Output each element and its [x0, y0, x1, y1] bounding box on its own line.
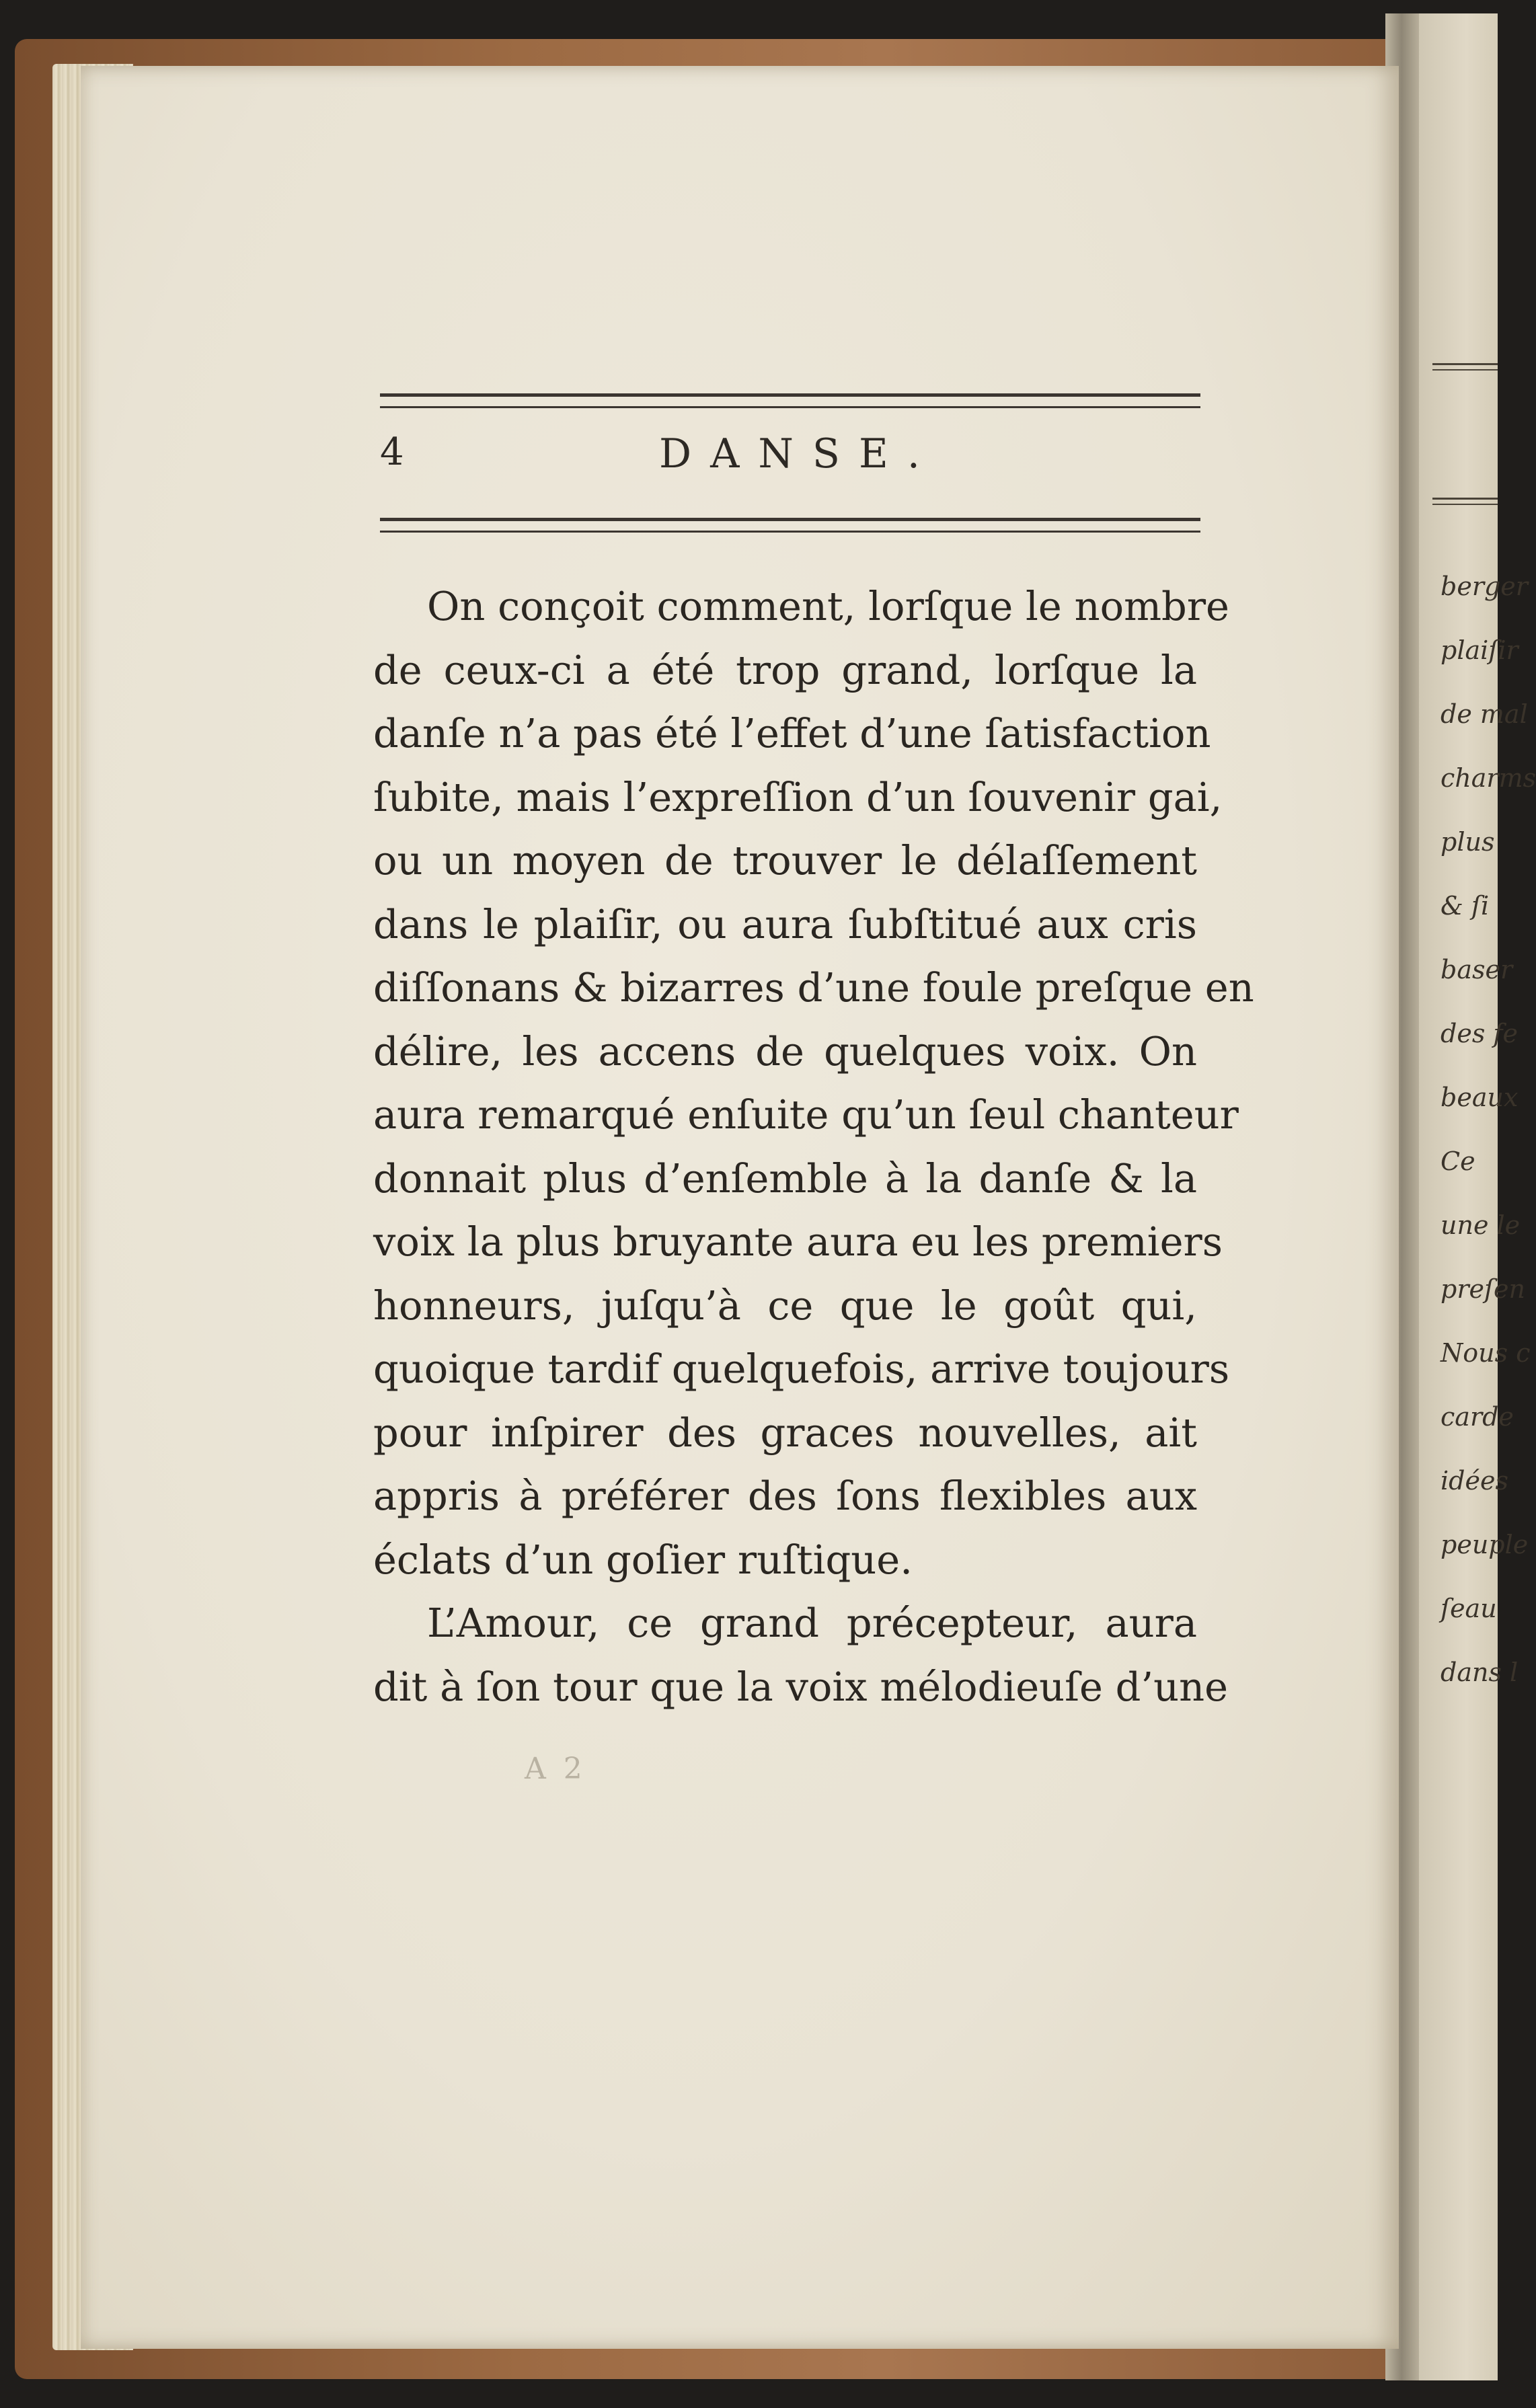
- next-page-fragment: baser: [1441, 955, 1513, 984]
- text-line: appris à préférer des ſons flexibles aux: [373, 1473, 1197, 1519]
- next-page-fragment: ſeau: [1441, 1594, 1497, 1623]
- text-line: dans le plaiſir, ou aura ſubſtitué aux cris: [373, 900, 1197, 947]
- next-page-rule: [1432, 498, 1498, 505]
- next-page-fragment: de mal: [1441, 699, 1528, 729]
- next-page-fragment: carde: [1441, 1402, 1514, 1432]
- next-page-fragment: peuple: [1441, 1530, 1529, 1559]
- next-page-rule: [1432, 363, 1498, 371]
- next-page-fragment: plus: [1441, 827, 1495, 857]
- body-text: [373, 575, 1254, 1719]
- signature-mark: A 2: [525, 1752, 586, 1786]
- text-line: aura remarqué enſuite qu’un ſeul chanteur: [373, 1091, 1239, 1138]
- text-line: pour inſpirer des graces nouvelles, ait: [373, 1409, 1197, 1456]
- next-page-fragment: Nous c: [1441, 1338, 1531, 1368]
- text-line: L’Amour, ce grand précepteur, aura: [427, 1600, 1197, 1646]
- next-page-fragment: des fe: [1441, 1019, 1518, 1048]
- next-page-fragment: dans l: [1441, 1658, 1519, 1687]
- text-line: On conçoit comment, lorſque le nombre: [427, 583, 1229, 629]
- next-page-fragment: Ce: [1441, 1147, 1475, 1176]
- running-head: DANSE.: [659, 430, 939, 477]
- text-line: de ceux-ci a été trop grand, lorſque la: [373, 646, 1197, 693]
- header-rule-top: [380, 393, 1200, 408]
- next-page-fragment: preſen: [1441, 1274, 1526, 1304]
- next-page-fragment: idées: [1441, 1466, 1508, 1496]
- header-rule-bottom: [380, 518, 1200, 533]
- text-line: éclats d’un goſier ruſtique.: [373, 1536, 913, 1583]
- next-page-fragment: plaiſir: [1441, 635, 1519, 665]
- text-line: honneurs, juſqu’à ce que le goût qui,: [373, 1282, 1197, 1329]
- next-page-fragment: & ſi: [1441, 891, 1490, 921]
- text-line: danſe n’a pas été l’effet d’une ſatisfaction: [373, 710, 1211, 756]
- text-line: donnait plus d’enſemble à la danſe & la: [373, 1155, 1197, 1202]
- text-line: diſſonans & bizarres d’une foule preſque en: [373, 964, 1254, 1011]
- page-number: 4: [380, 430, 404, 474]
- text-line: ſubite, mais l’expreſſion d’un ſouvenir gai,: [373, 773, 1223, 820]
- text-line: délire, les accens de quelques voix. On: [373, 1027, 1197, 1075]
- next-page-fragment: beaux: [1441, 1083, 1519, 1112]
- text-line: voix la plus bruyante aura eu les premiers: [373, 1218, 1223, 1265]
- text-line: quoique tardif quelquefois, arrive toujours: [373, 1346, 1230, 1392]
- next-page-fragment: charms: [1441, 763, 1536, 793]
- text-line: dit à ſon tour que la voix mélodieuſe d’une: [373, 1663, 1229, 1710]
- next-page-fragment: berger: [1441, 572, 1528, 601]
- text-line: ou un moyen de trouver le délaſſement: [373, 837, 1197, 884]
- next-page-fragment: une le: [1441, 1210, 1521, 1240]
- next-page-edge: [1419, 13, 1536, 2380]
